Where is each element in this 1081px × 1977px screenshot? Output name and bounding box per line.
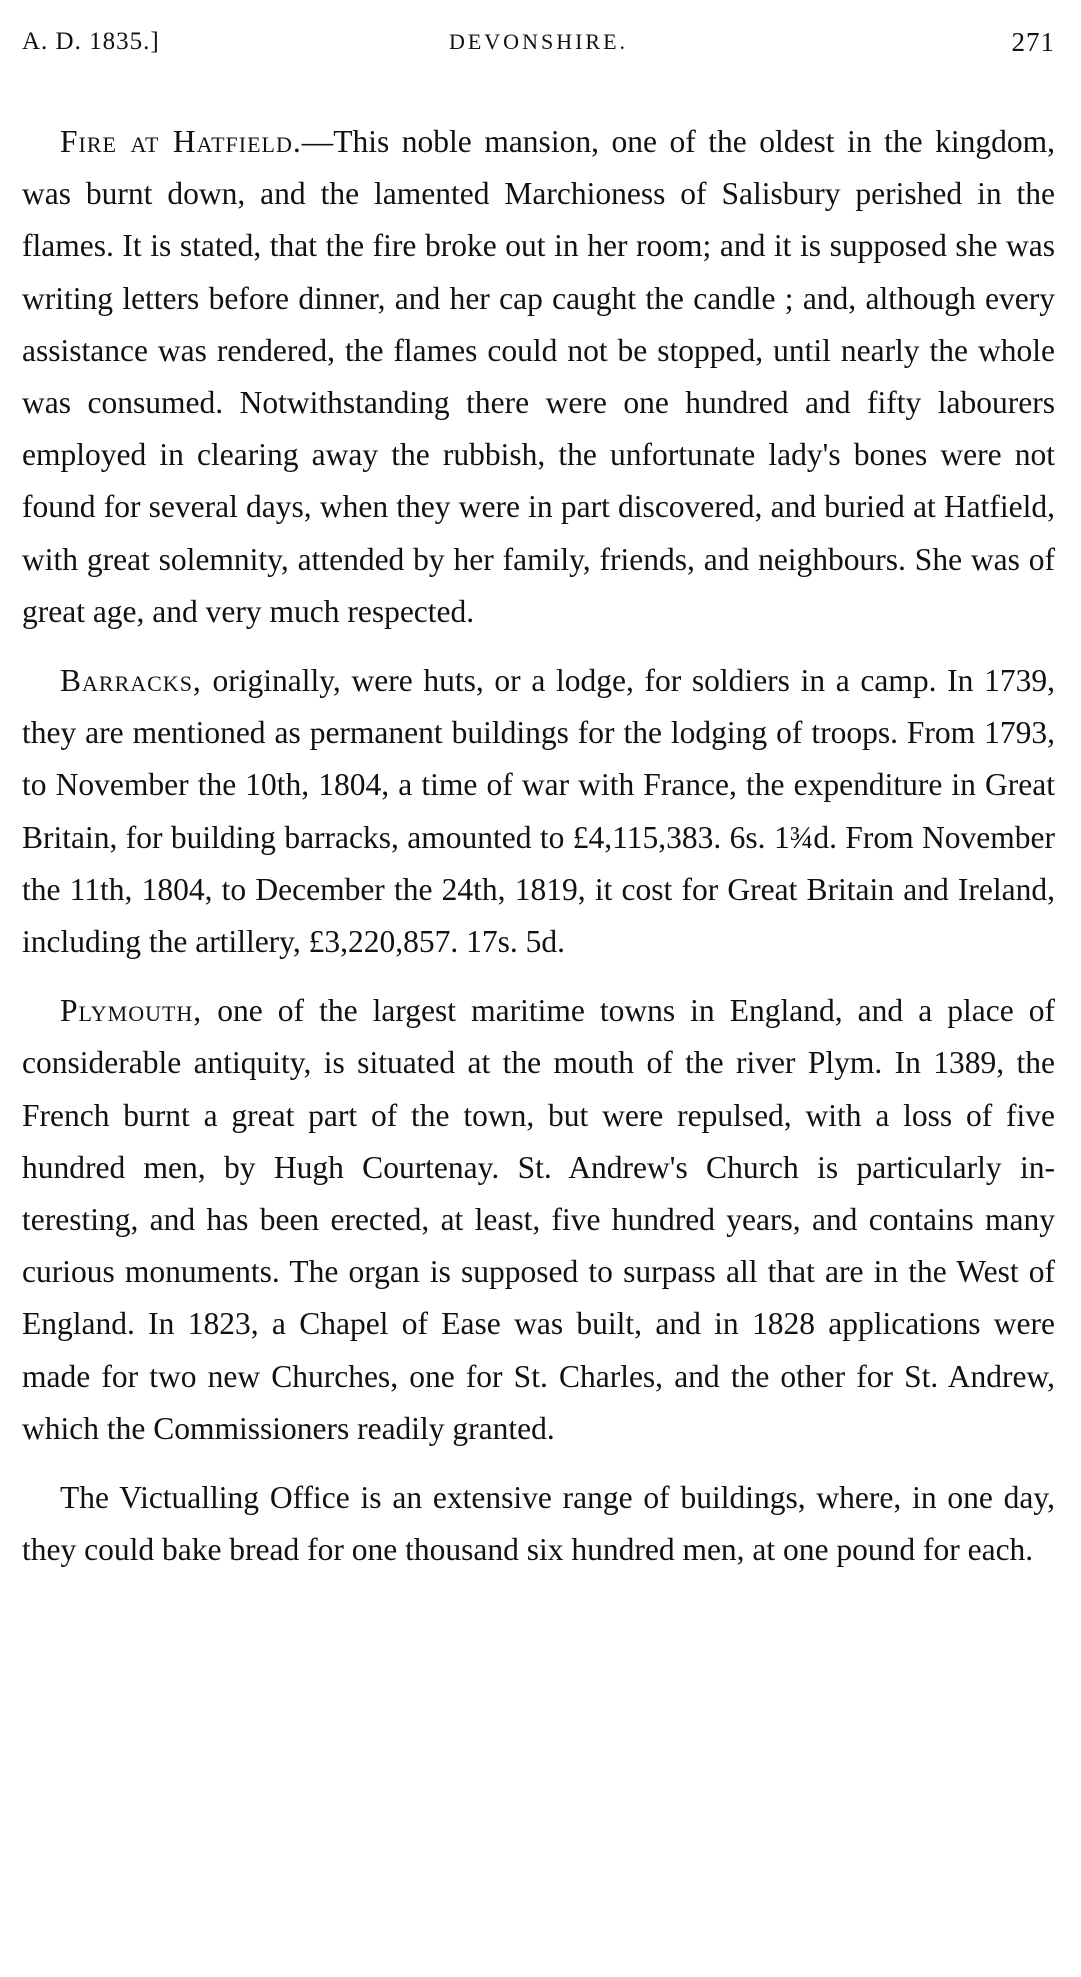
paragraph-text: one of the largest maritime towns in England, and a place of considerable antiquity, is situated at the mouth of the river Plym. In 1389, the French burnt a great part of the town, but were repulsed, with a loss of five hundred men, by Hugh Courtenay. St. Andrew's Church is particularly interesting, and has been erected, at least, five hundred years, and contains many curious monuments. The organ is supposed to surpass all that are in the West of England. In 1823, a Chapel of Ease was built, and in 1828 applications were made for two new Churches, one for St. Charles, and the other for St. Andrew, which the Commissioners readily granted. — [22, 993, 1055, 1446]
paragraph-text: —This noble mansion, one of the oldest in the kingdom, was burnt down, and the lamented Marchioness of Salisbury perished in the flames. It is stated, that the fire broke out in her room; and it is supposed she was writing letters before dinner, and her cap caught the candle ; and, although every assistance was rendered, the flames could not be stopped, until nearly the whole was consumed. Notwithstanding there were one hundred and fifty labourers employed in clearing away the rubbish, the unfortunate lady's bones were not found for several days, when they were in part discovered, and buried at Hatfield, with great solemnity, attended by her family, friends, and neighbours. She was of great age, and very much respected. — [22, 124, 1055, 629]
paragraph-barracks — [22, 655, 1055, 968]
running-head-date: A. D. 1835.] — [22, 28, 160, 55]
paragraph-lead: Fire at Hatfield. — [60, 124, 302, 159]
paragraph-text: originally, were huts, or a lodge, for soldiers in a camp. In 1739, they are mentioned as permanent buildings for the lodging of troops. From 1793, to November the 10th, 1804, a time of war with France, the expenditure in Great Britain, for building barracks, amounted to £4,115,383. 6s. 1¾d. From November the 11th, 1804, to December the 24th, 1819, it cost for Great Britain and Ireland, including the artillery, £3,220,857. 17s. 5d. — [22, 663, 1055, 960]
page-number: 271 — [1011, 27, 1055, 57]
paragraph-victualling-office — [22, 1472, 1055, 1576]
paragraph-text: The Victualling Office is an extensive range of buildings, where, in one day, they could bake bread for one thousand six hundred men, at one pound for each. — [22, 1480, 1055, 1568]
running-head-county: DEVONSHIRE. — [448, 29, 629, 54]
paragraph-fire-at-hatfield — [22, 116, 1055, 638]
body-text — [22, 116, 1055, 1576]
paragraph-lead: Barracks, — [60, 663, 202, 699]
paragraph-lead: Plymouth, — [60, 993, 203, 1029]
running-head — [22, 22, 1055, 62]
paragraph-plymouth — [22, 985, 1055, 1455]
